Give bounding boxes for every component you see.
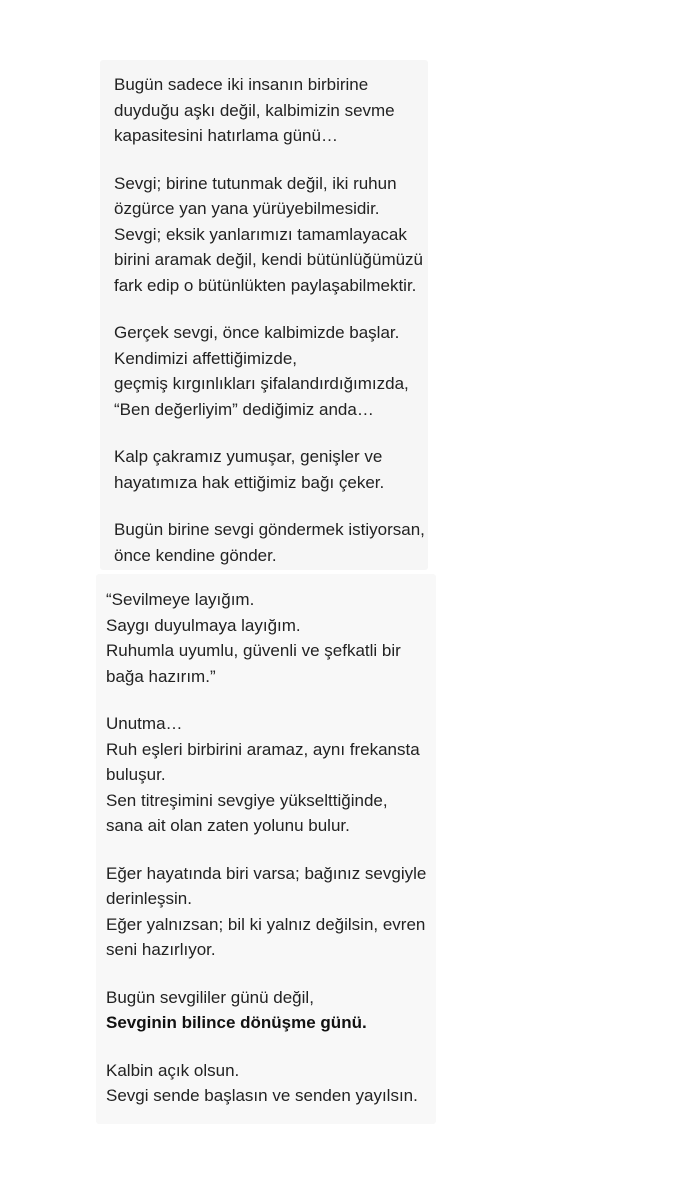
paragraph [114,517,425,568]
bold-text-line: Sevginin bilince dönüşme günü. [106,1013,367,1032]
text-line: Sevgi; birine tutunmak değil, iki ruhun [114,173,397,193]
paragraph [106,861,426,963]
text-line: kapasitesini hatırlama günü… [114,126,338,145]
text-line: Eğer yalnızsan; bil ki yalnız değilsin, evren [106,914,426,934]
paragraph [114,320,425,422]
text-line: duyduğu aşkı değil, kalbimizin sevme [114,100,395,120]
text-line: geçmiş kırgınlıkları şifalandırdığımızda, [114,374,409,393]
text-line: Bugün birine sevgi göndermek istiyorsan, [114,520,425,539]
paragraph [106,985,426,1036]
text-line: Sen titreşimini sevgiye yükselttiğinde, [106,790,388,810]
text-line: “Sevilmeye layığım. [106,590,255,609]
bottom-text-block [106,587,426,1131]
text-line: Bugün sadece iki insanın birbirine [114,75,369,94]
text-line: Sevgi sende başlasın ve senden yayılsın. [106,1086,418,1105]
text-line: bağa hazırım.” [106,666,216,686]
text-line: Unutma… [106,714,183,733]
paragraph [106,1058,426,1109]
text-line: Kalbin açık olsun. [106,1060,240,1080]
paragraph [106,587,426,689]
text-line: hayatımıza hak ettiğimiz bağı çeker. [114,472,385,492]
top-text-block [114,72,425,590]
text-line: Gerçek sevgi, önce kalbimizde başlar. [114,323,400,342]
text-line: Kendimizi affettiğimizde, [114,348,297,368]
text-line: derinleşsin. [106,889,192,908]
text-line: buluşur. [106,765,166,784]
text-line: seni hazırlıyor. [106,940,216,959]
paragraph [114,171,425,299]
text-line: Sevgi; eksik yanlarımızı tamamlayacak [114,224,407,244]
text-line: özgürce yan yana yürüyebilmesidir. [114,199,380,218]
text-line: Ruh eşleri birbirini aramaz, aynı frekansta [106,739,420,759]
text-line: Kalp çakramız yumuşar, genişler ve [114,447,383,466]
text-line: önce kendine gönder. [114,545,277,565]
text-line: Saygı duyulmaya layığım. [106,615,301,635]
paragraph [106,711,426,839]
text-line: “Ben değerliyim” dediğimiz anda… [114,399,374,419]
paragraph [114,72,425,149]
text-line: fark edip o bütünlükten paylaşabilmektir. [114,275,417,295]
text-line: Bugün sevgililer günü değil, [106,987,314,1007]
text-line: birini aramak değil, kendi bütünlüğümüzü [114,250,424,269]
paragraph [114,444,425,495]
text-line: sana ait olan zaten yolunu bulur. [106,816,350,835]
text-line: Ruhumla uyumlu, güvenli ve şefkatli bir [106,641,401,660]
text-line: Eğer hayatında biri varsa; bağınız sevgiyle [106,863,427,883]
